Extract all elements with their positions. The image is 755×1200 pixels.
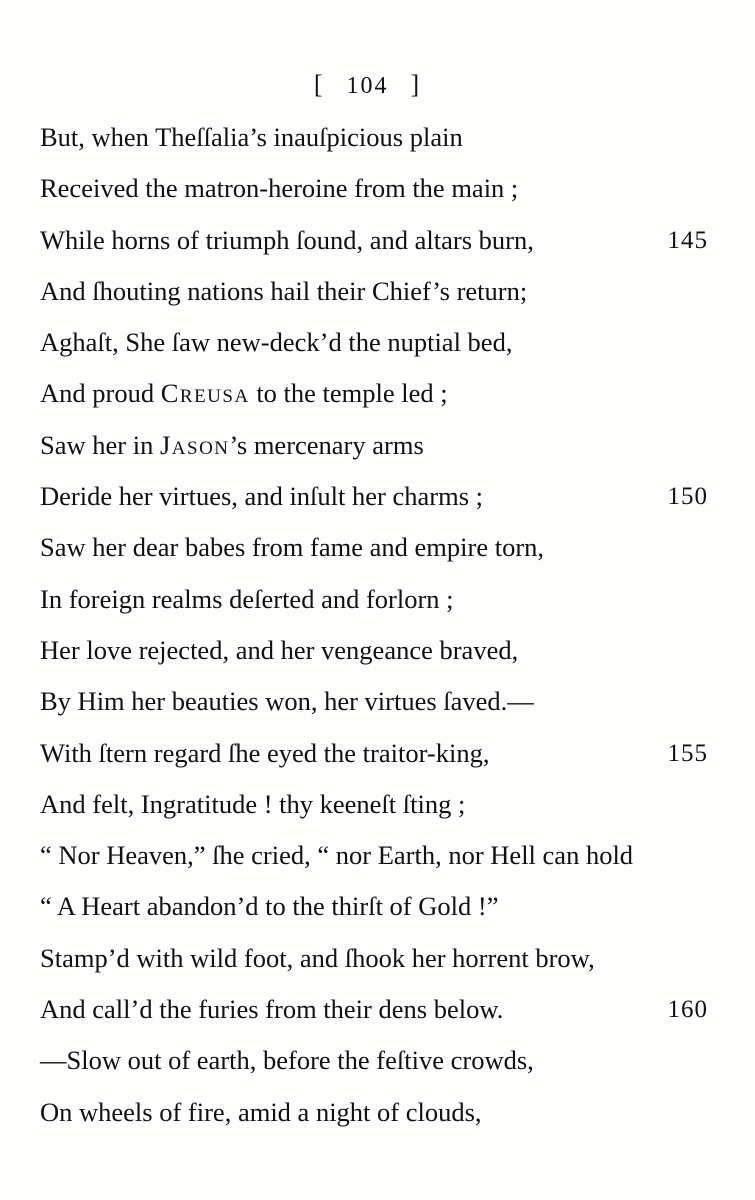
verse-line (40, 933, 730, 984)
verse-line (40, 779, 730, 830)
verse-line (40, 830, 730, 881)
verse-line-text: With ſtern regard ſhe eyed the traitor-king, (40, 737, 490, 768)
line-number: 155 (667, 739, 708, 767)
line-number: 160 (667, 996, 708, 1024)
line-number: 145 (667, 226, 708, 254)
verse-line (40, 266, 730, 317)
verse-line-text: Her love rejected, and her vengeance braved, (40, 634, 519, 665)
verse-line (40, 625, 730, 676)
verse-line (40, 420, 730, 471)
verse-line-text: Aghaſt, She ſaw new-deck’d the nuptial bed, (40, 327, 513, 358)
verse-line-text (40, 368, 448, 419)
character-name: Jason (159, 429, 230, 460)
verse-line-text: And ſhouting nations hail their Chief’s return; (40, 275, 528, 306)
verse-line-text: In foreign realms deſerted and forlorn ; (40, 583, 454, 614)
verse-text-segment: Saw her in (40, 429, 160, 460)
page-number-bracket-close: ] (410, 70, 422, 99)
verse-line-text: And felt, Ingratitude ! thy keeneſt ſting ; (40, 788, 466, 819)
verse-line (40, 112, 730, 163)
verse-line (40, 163, 730, 214)
verse-line-text: But, when Theſſalia’s inauſpicious plain (40, 122, 463, 152)
verse-line-text: —Slow out of earth, before the feſtive crowds, (40, 1045, 534, 1076)
verse-line (40, 1087, 730, 1138)
verse-line-text: While horns of triumph ſound, and altars burn, (40, 224, 534, 255)
verse-line (40, 881, 730, 932)
verse-line-text: “ Nor Heaven,” ſhe cried, “ nor Earth, nor Hell can hold (40, 840, 634, 871)
verse-line (40, 215, 730, 266)
verse-line-text: Received the matron-heroine from the main ; (40, 173, 519, 204)
verse-line (40, 522, 730, 573)
line-number: 150 (667, 483, 708, 511)
verse-line-text: On wheels of fire, amid a night of clouds, (40, 1096, 482, 1127)
verse-line (40, 574, 730, 625)
verse-line-text (40, 420, 424, 471)
verse-line-text: And call’d the furies from their dens below. (40, 994, 504, 1025)
page-number (0, 70, 735, 100)
page-number-value: 104 (346, 73, 389, 99)
verse-line (40, 728, 730, 779)
page-number-bracket-open: [ (313, 70, 325, 99)
verse-block (40, 112, 730, 1138)
verse-text-segment: ’s mercenary arms (229, 429, 424, 460)
verse-line (40, 471, 730, 522)
verse-line (40, 317, 730, 368)
verse-line (40, 676, 730, 727)
verse-line-text: Saw her dear babes from fame and empire torn, (40, 532, 545, 563)
verse-line-text: Deride her virtues, and inſult her charms ; (40, 481, 483, 512)
verse-line (40, 368, 730, 419)
character-name: Creusa (160, 378, 250, 409)
verse-line (40, 984, 730, 1035)
verse-text-segment: to the temple led ; (249, 378, 448, 409)
verse-text-segment: And proud (40, 378, 161, 409)
verse-line-text: By Him her beauties won, her virtues ſaved.— (40, 686, 534, 717)
verse-line-text: “ A Heart abandon’d to the thirſt of Gold !” (40, 891, 499, 922)
verse-line (40, 1035, 730, 1086)
verse-line-text: Stamp’d with wild foot, and ſhook her horrent brow, (40, 942, 595, 973)
